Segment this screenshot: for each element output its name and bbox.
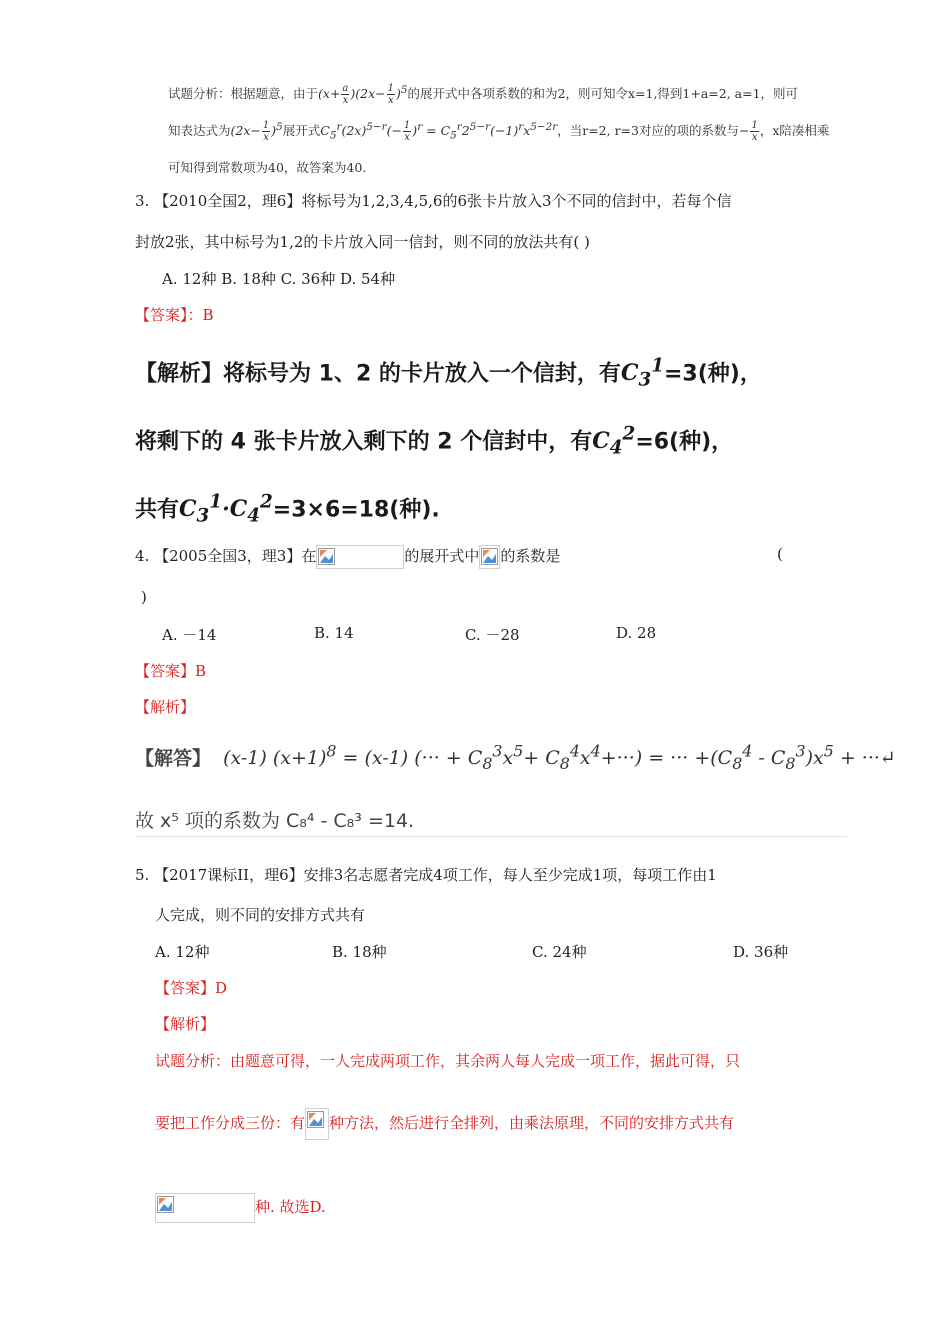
q4-paren-close: )	[141, 588, 147, 606]
q5-stem-line-2: 人完成，则不同的安排方式共有	[155, 906, 366, 924]
q5-analysis-line-1: 试题分析：由题意可得，一人完成两项工作，其余两人每人完成一项工作，据此可得，只	[155, 1052, 741, 1070]
q3-answer: 【答案】：B	[135, 306, 214, 324]
q5-stem-line-1: 5. 【2017课标II，理6】安排3名志愿者完成4项工作，每人至少完成1项，每项工作由1	[135, 866, 717, 884]
math-expression: (2x− $\frac{1}{x}$ )$^5$	[230, 120, 283, 143]
analysis-line-1: 试题分析：根据题意，由于(x+ $\frac{a}{x}$ )(2x− $\frac{1}{x}$ )$^5$的展开式中各项系数的和为2，则可知令x=1,得到1+a=2, a=1，则可	[168, 83, 799, 106]
q5-answer: 【答案】D	[155, 979, 228, 997]
q5-option-c: C. 24种	[532, 943, 587, 961]
q4-stem: 4. 【2005全国3，理3】在 的展开式中 的系数是	[135, 545, 560, 569]
q4-option-b: B. 14	[314, 624, 354, 642]
q4-solution-line-2: 故 x⁵ 项的系数为 C₈⁴ - C₈³ =14.	[135, 810, 415, 832]
broken-image-icon	[316, 545, 404, 569]
q4-analysis-label: 【解析】	[135, 698, 196, 716]
q5-option-a: A. 12种	[155, 943, 210, 961]
q4-option-a: A. －14	[162, 626, 217, 644]
q4-option-c: C. －28	[465, 626, 520, 644]
q3-options: A. 12种 B. 18种 C. 36种 D. 54种	[162, 270, 396, 288]
divider	[135, 836, 847, 837]
math-expression: − $\frac{1}{x}$	[739, 120, 758, 143]
q5-option-b: B. 18种	[332, 943, 387, 961]
q3-solution-line-2: 将剩下的 4 张卡片放入剩下的 2 个信封中，有$C_4^2=6$(种)，	[135, 424, 734, 459]
q4-answer: 【答案】B	[135, 662, 207, 680]
q4-solution-line-1: 【解答】 (x-1) $(x+1)^8 = (x-1)$ (··· + $C_8^3x^5+ C_8^4x^4+\cdot\cdot\cdot$) = ··· $+(C_8^4 - C_8^3)x^5$ + ···↵	[135, 742, 896, 774]
q3-solution-line-3: 共有$C_3^1\cdot C_4^2=3\times 6=18$(种).	[135, 492, 440, 527]
q3-stem-line-1: 3. 【2010全国2，理6】将标号为1,2,3,4,5,6的6张卡片放入3个不同的信封中，若每个信	[135, 192, 732, 210]
q4-paren-open: (	[777, 545, 783, 563]
math-expression: $C_5^r(2x)^{5-r}(-$ $\frac{1}{x}$ )$^r = C_5^r2^{5-r}(-1)^rx^{5-2r}$	[320, 120, 558, 143]
analysis-line-2: 知表达式为(2x− $\frac{1}{x}$ )$^5$展开式$C_5^r(2x)^{5-r}(-$ $\frac{1}{x}$ )$^r = C_5^r2^{5-r}(-1)^rx^{5-2r}$，当r=2, r=3对应的项的系数与− $\frac{1}{x}$ ，x陪凑相乘	[168, 120, 830, 143]
q4-option-d: D. 28	[616, 624, 657, 642]
q5-option-d: D. 36种	[733, 943, 789, 961]
q5-analysis-line-2: 要把工作分成三份：有 种方法，然后进行全排列，由乘法原理，不同的安排方式共有	[155, 1108, 734, 1140]
analysis-line-3: 可知得到常数项为40，故答案为40.	[168, 160, 367, 175]
broken-image-icon	[155, 1193, 255, 1223]
broken-image-icon	[479, 545, 500, 569]
q3-solution-line-1: 【解析】将标号为 1、2 的卡片放入一个信封，有$C_3^1=3$(种)，	[135, 356, 762, 391]
q5-analysis-label: 【解析】	[155, 1015, 216, 1033]
broken-image-icon	[305, 1108, 329, 1140]
math-expression: (x+ $\frac{a}{x}$ )(2x− $\frac{1}{x}$ )$^5$	[318, 83, 408, 106]
q5-analysis-line-3: 种. 故选D.	[155, 1193, 326, 1223]
q3-stem-line-2: 封放2张，其中标号为1,2的卡片放入同一信封，则不同的放法共有( )	[135, 233, 590, 251]
